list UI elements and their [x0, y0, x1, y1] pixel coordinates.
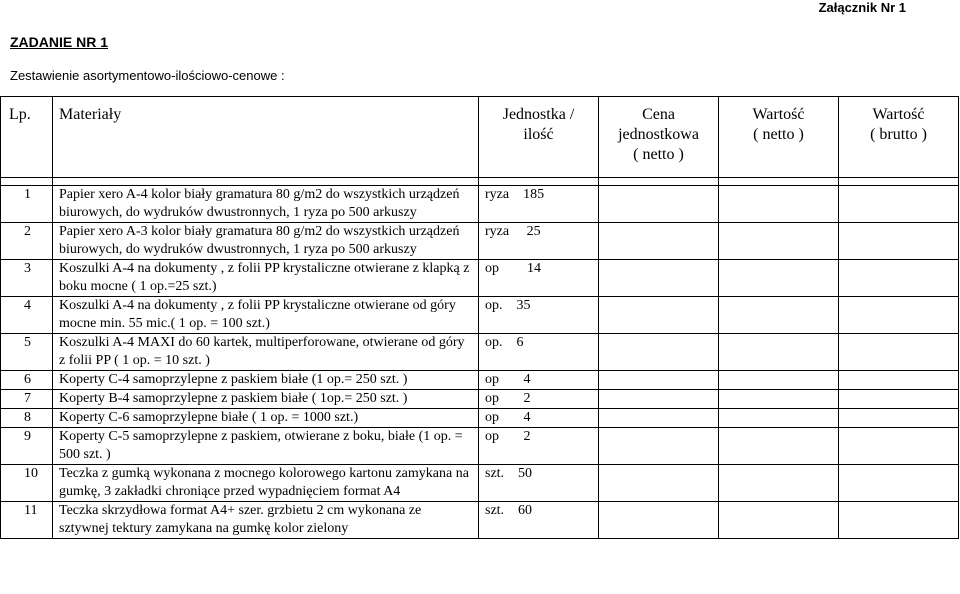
table-row [1, 409, 959, 428]
row-net-value-cell [719, 334, 839, 371]
row-lp-cell: 7 [1, 390, 53, 409]
row-unit-quantity-cell: op. 6 [479, 334, 599, 371]
row-gross-value-cell [839, 465, 959, 502]
table-spacer-row [1, 178, 959, 186]
row-net-value-cell [719, 409, 839, 428]
row-unit-quantity-cell: op 4 [479, 409, 599, 428]
column-header-material: Materiały [53, 97, 479, 178]
row-unit-quantity-cell: op 4 [479, 371, 599, 390]
row-gross-value-cell [839, 428, 959, 465]
row-lp-cell: 6 [1, 371, 53, 390]
row-lp-cell: 2 [1, 223, 53, 260]
row-description-cell: Koperty B-4 samoprzylepne z paskiem białe ( 1op.= 250 szt. ) [53, 390, 479, 409]
row-lp-cell: 4 [1, 297, 53, 334]
row-unit-price-cell [599, 502, 719, 539]
row-description-cell: Koperty C-6 samoprzylepne białe ( 1 op. = 1000 szt.) [53, 409, 479, 428]
row-unit-quantity-cell: op 14 [479, 260, 599, 297]
row-unit-price-cell [599, 334, 719, 371]
row-gross-value-cell [839, 223, 959, 260]
table-row [1, 334, 959, 371]
document-subtitle: Zestawienie asortymentowo-ilościowo-cenowe : [10, 68, 285, 83]
row-net-value-cell [719, 223, 839, 260]
table-row [1, 428, 959, 465]
row-unit-price-cell [599, 371, 719, 390]
table-row [1, 223, 959, 260]
row-net-value-cell [719, 390, 839, 409]
row-unit-quantity-cell: op. 35 [479, 297, 599, 334]
table-header-row [1, 97, 959, 178]
row-unit-price-cell [599, 260, 719, 297]
table-row [1, 186, 959, 223]
row-gross-value-cell [839, 371, 959, 390]
table-row [1, 465, 959, 502]
row-unit-price-cell [599, 390, 719, 409]
column-header-lp: Lp. [1, 97, 53, 178]
row-unit-quantity-cell: op 2 [479, 428, 599, 465]
row-gross-value-cell [839, 390, 959, 409]
pricing-table [0, 96, 959, 539]
row-unit-quantity-cell: ryza 185 [479, 186, 599, 223]
row-net-value-cell [719, 465, 839, 502]
column-header-unit: Jednostka / ilość [479, 97, 599, 178]
row-unit-price-cell [599, 297, 719, 334]
row-unit-price-cell [599, 428, 719, 465]
row-net-value-cell [719, 297, 839, 334]
row-unit-price-cell [599, 409, 719, 428]
table-row [1, 260, 959, 297]
row-gross-value-cell [839, 502, 959, 539]
row-description-cell: Papier xero A-4 kolor biały gramatura 80 g/m2 do wszystkich urządzeń biurowych, do wydruków dwustronnych, 1 ryza po 500 arkuszy [53, 186, 479, 223]
row-net-value-cell [719, 186, 839, 223]
row-description-cell: Koszulki A-4 MAXI do 60 kartek, multiperforowane, otwierane od góry z folii PP ( 1 op. = 10 szt. ) [53, 334, 479, 371]
row-net-value-cell [719, 428, 839, 465]
row-description-cell: Papier xero A-3 kolor biały gramatura 80 g/m2 do wszystkich urządzeń biurowych, do wydruków dwustronnych, 1 ryza po 500 arkuszy [53, 223, 479, 260]
row-net-value-cell [719, 260, 839, 297]
row-lp-cell: 10 [1, 465, 53, 502]
row-unit-price-cell [599, 465, 719, 502]
row-unit-price-cell [599, 186, 719, 223]
row-unit-quantity-cell: szt. 50 [479, 465, 599, 502]
row-unit-quantity-cell: ryza 25 [479, 223, 599, 260]
row-lp-cell: 1 [1, 186, 53, 223]
row-gross-value-cell [839, 297, 959, 334]
row-gross-value-cell [839, 409, 959, 428]
row-lp-cell: 5 [1, 334, 53, 371]
row-unit-price-cell [599, 223, 719, 260]
row-description-cell: Teczka z gumką wykonana z mocnego kolorowego kartonu zamykana na gumkę, 3 zakładki chroniące przed wypadnięciem format A4 [53, 465, 479, 502]
row-description-cell: Koszulki A-4 na dokumenty , z folii PP krystaliczne otwierane z klapką z boku mocne ( 1 op.=25 szt.) [53, 260, 479, 297]
row-lp-cell: 3 [1, 260, 53, 297]
table-row [1, 502, 959, 539]
column-header-unit-price: Cena jednostkowa ( netto ) [599, 97, 719, 178]
column-header-gross-value: Wartość ( brutto ) [839, 97, 959, 178]
row-lp-cell: 8 [1, 409, 53, 428]
task-title: ZADANIE NR 1 [10, 34, 109, 50]
row-unit-quantity-cell: szt. 60 [479, 502, 599, 539]
row-lp-cell: 11 [1, 502, 53, 539]
row-unit-quantity-cell: op 2 [479, 390, 599, 409]
table-row [1, 371, 959, 390]
row-description-cell: Koperty C-5 samoprzylepne z paskiem, otwierane z boku, białe (1 op. = 500 szt. ) [53, 428, 479, 465]
row-net-value-cell [719, 371, 839, 390]
table-row [1, 390, 959, 409]
attachment-label: Załącznik Nr 1 [818, 0, 906, 15]
row-gross-value-cell [839, 186, 959, 223]
row-description-cell: Teczka skrzydłowa format A4+ szer. grzbietu 2 cm wykonana ze sztywnej tektury zamykana na gumkę kolor zielony [53, 502, 479, 539]
row-description-cell: Koperty C-4 samoprzylepne z paskiem białe (1 op.= 250 szt. ) [53, 371, 479, 390]
row-lp-cell: 9 [1, 428, 53, 465]
row-description-cell: Koszulki A-4 na dokumenty , z folii PP krystaliczne otwierane od góry mocne min. 55 mic.( 1 op. = 100 szt.) [53, 297, 479, 334]
row-net-value-cell [719, 502, 839, 539]
column-header-net-value: Wartość ( netto ) [719, 97, 839, 178]
table-row [1, 297, 959, 334]
row-gross-value-cell [839, 334, 959, 371]
row-gross-value-cell [839, 260, 959, 297]
